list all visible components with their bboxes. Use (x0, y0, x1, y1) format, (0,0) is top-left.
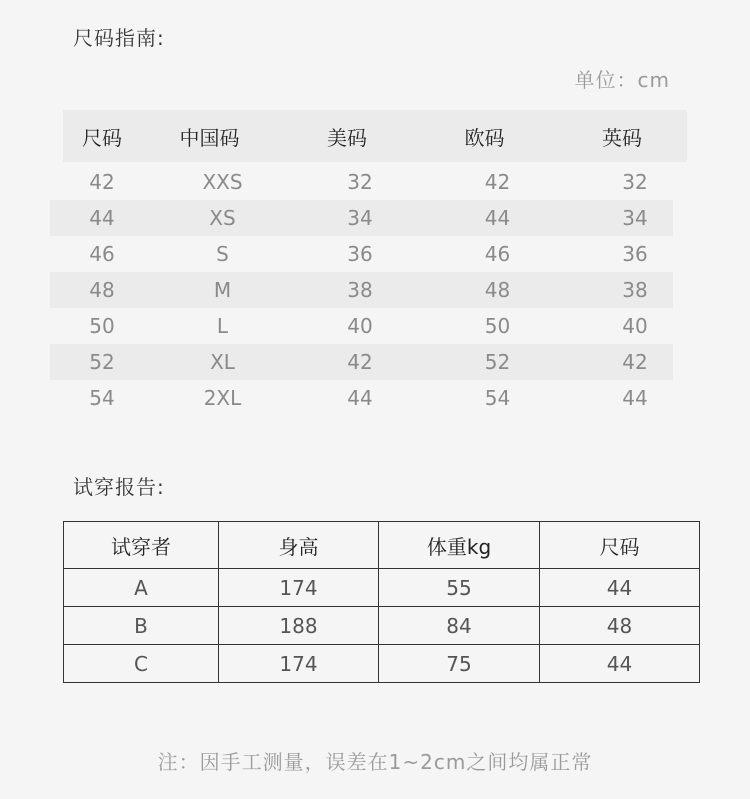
table-cell: 40 (622, 314, 648, 338)
size-guide-header-row (63, 110, 687, 162)
table-cell: 38 (347, 278, 373, 302)
table-cell: XS (209, 206, 236, 230)
header-size: 尺码 (82, 125, 122, 150)
table-row (50, 308, 687, 344)
header-weight: 体重kg (379, 522, 540, 569)
table-cell: 44 (484, 206, 511, 230)
table-cell: 32 (347, 170, 373, 194)
table-cell: 52 (484, 350, 511, 374)
table-cell: 174 (219, 645, 379, 683)
size-guide-title: 尺码指南: (73, 26, 165, 50)
table-cell: A (64, 569, 219, 607)
table-cell: 44 (347, 386, 373, 410)
size-guide-table (50, 110, 687, 416)
size-guide-body (50, 164, 687, 416)
table-row (50, 272, 673, 308)
table-row (50, 200, 673, 236)
table-cell: 42 (347, 350, 373, 374)
table-cell: 2XL (203, 386, 242, 410)
table-cell: 46 (89, 242, 115, 266)
table-cell: 48 (540, 607, 700, 645)
table-cell: 54 (484, 386, 511, 410)
header-size: 尺码 (540, 522, 700, 569)
table-cell: 55 (379, 569, 540, 607)
table-row (64, 607, 700, 645)
table-cell: 34 (622, 206, 648, 230)
header-us: 美码 (327, 125, 367, 150)
header-eu: 欧码 (464, 125, 505, 150)
fit-report-table (63, 521, 700, 683)
header-tester: 试穿者 (64, 522, 219, 569)
table-cell: 34 (347, 206, 373, 230)
table-row (50, 236, 687, 272)
table-cell: 75 (379, 645, 540, 683)
header-height: 身高 (219, 522, 379, 569)
table-cell: 44 (540, 569, 700, 607)
table-cell: 42 (89, 170, 115, 194)
table-cell: S (216, 242, 229, 266)
table-cell: 50 (484, 314, 511, 338)
table-row (50, 344, 673, 380)
table-cell: 52 (89, 350, 115, 374)
table-row (64, 569, 700, 607)
table-cell: 174 (219, 569, 379, 607)
table-cell: 46 (484, 242, 511, 266)
table-cell: C (64, 645, 219, 683)
table-cell: 188 (219, 607, 379, 645)
table-cell: 36 (347, 242, 373, 266)
table-row (50, 380, 687, 416)
table-cell: 84 (379, 607, 540, 645)
table-cell: 42 (484, 170, 511, 194)
fit-report-header-row (64, 522, 700, 569)
table-cell: XXS (202, 170, 243, 194)
table-cell: 38 (622, 278, 648, 302)
table-cell: 50 (89, 314, 115, 338)
table-cell: XL (210, 350, 235, 374)
table-cell: 42 (622, 350, 648, 374)
table-cell: 44 (622, 386, 648, 410)
table-cell: L (216, 314, 229, 338)
table-row (64, 645, 700, 683)
table-cell: 48 (484, 278, 511, 302)
table-cell: 48 (89, 278, 115, 302)
table-cell: 54 (89, 386, 115, 410)
header-cn: 中国码 (179, 125, 240, 150)
table-cell: 32 (622, 170, 648, 194)
table-row (50, 164, 687, 200)
fit-report-title: 试穿报告: (73, 475, 165, 499)
table-cell: M (213, 278, 232, 302)
measurement-note: 注：因手工测量，误差在1~2cm之间均属正常 (157, 750, 593, 774)
header-uk: 英码 (602, 125, 642, 150)
table-cell: B (64, 607, 219, 645)
table-cell: 40 (347, 314, 373, 338)
table-cell: 36 (622, 242, 648, 266)
unit-label: 单位：cm (574, 68, 670, 92)
table-cell: 44 (89, 206, 115, 230)
table-cell: 44 (540, 645, 700, 683)
